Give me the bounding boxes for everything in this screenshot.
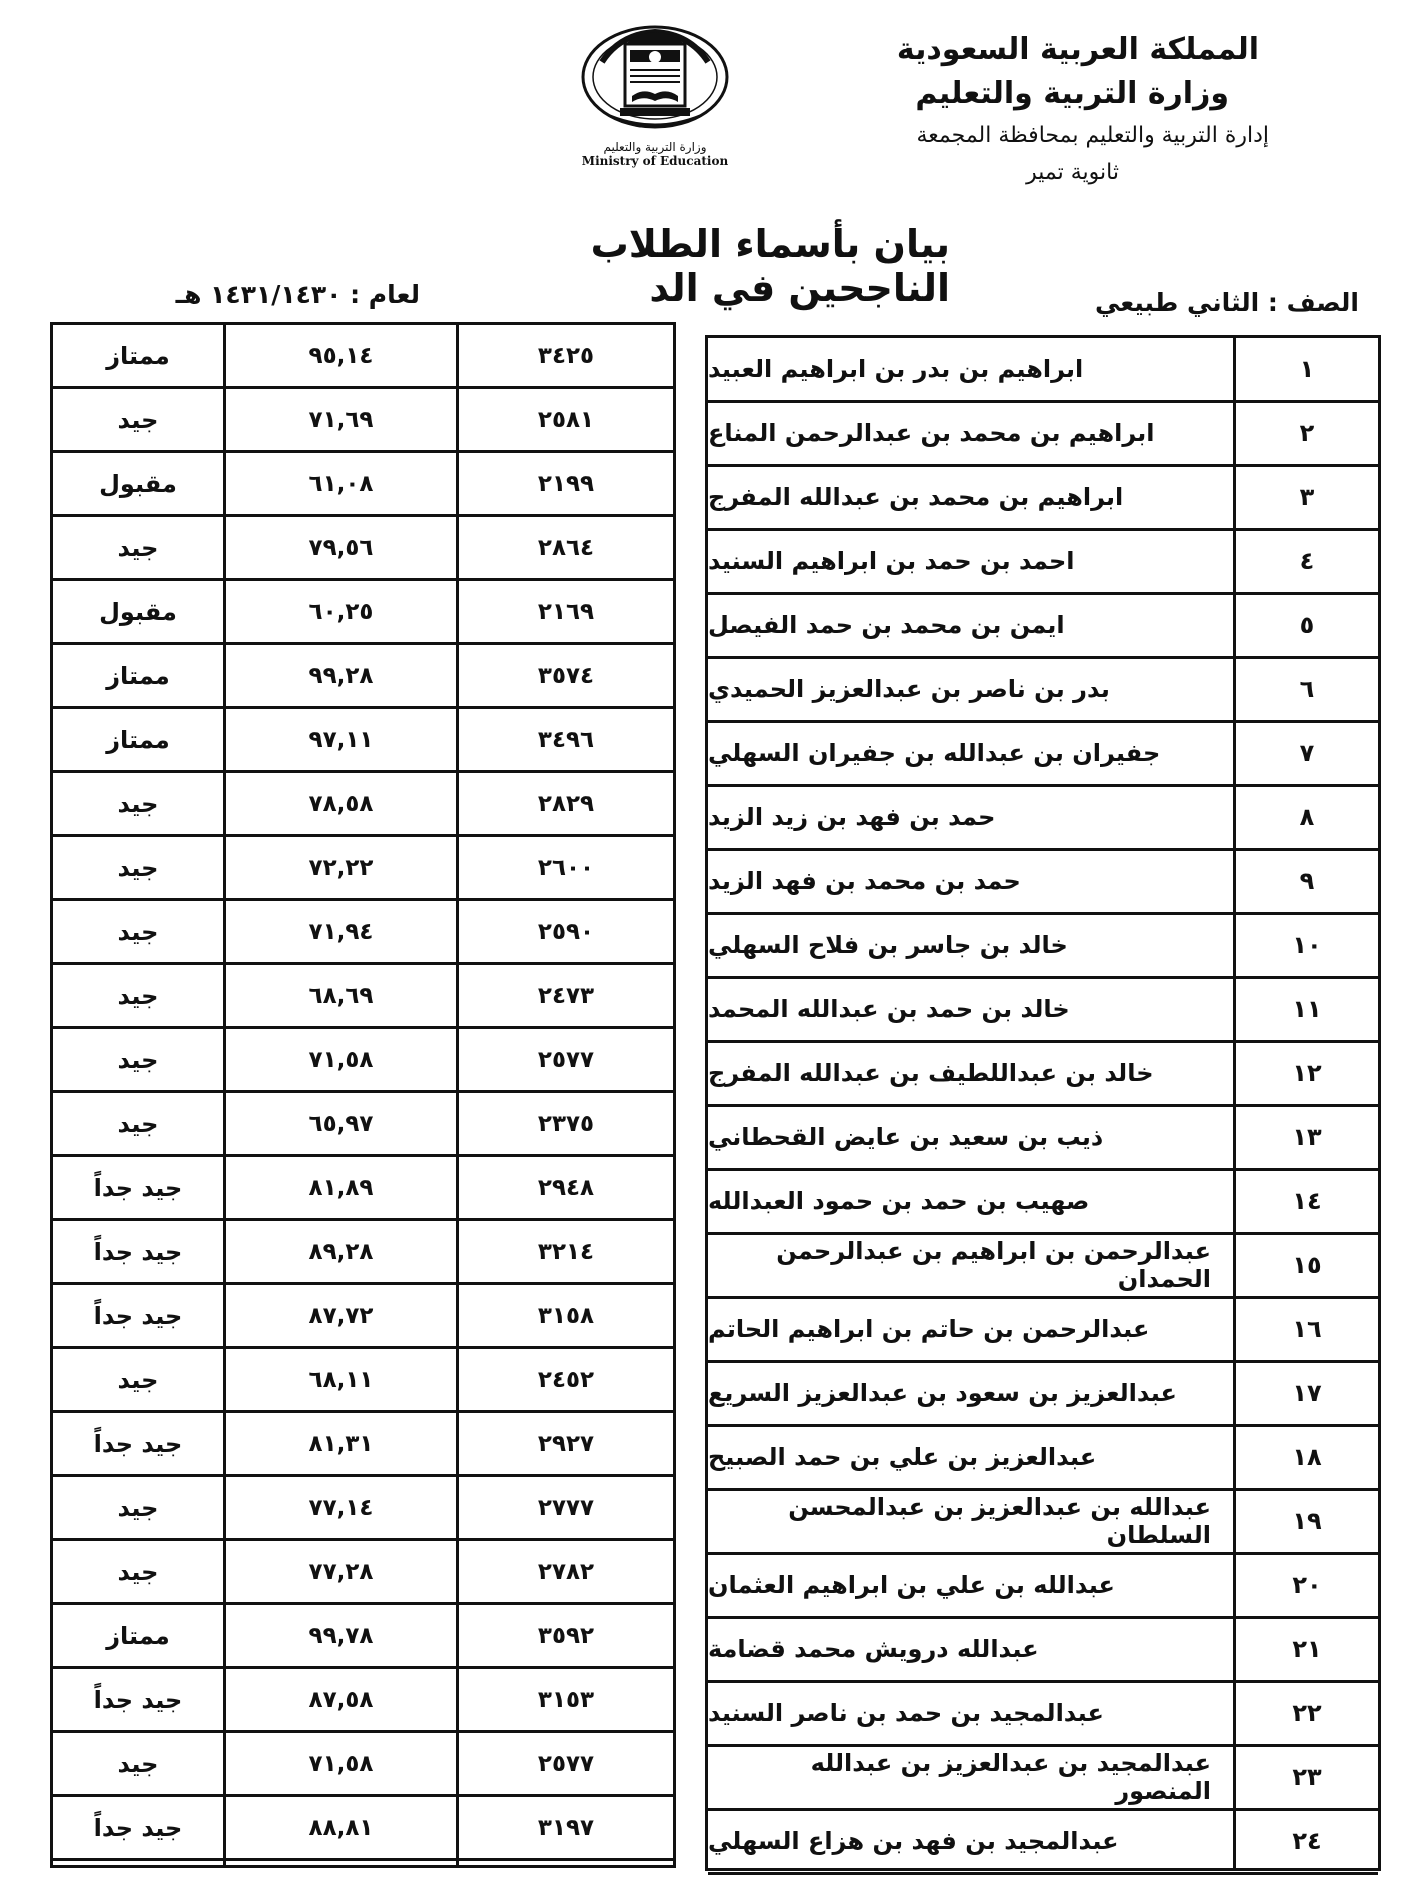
- emblem-icon: [580, 22, 730, 140]
- serial-number-cell: ٢١: [1292, 1635, 1322, 1663]
- total-cell: ٢٨٦٤: [537, 534, 595, 561]
- percent-cell: ٧١,٦٩: [308, 406, 374, 433]
- table-row: [708, 1746, 1378, 1811]
- table-row: [53, 901, 673, 965]
- total-cell: ٢٤٧٣: [537, 982, 595, 1009]
- grade-cell: ممتاز: [106, 341, 170, 370]
- table-row: [708, 1362, 1378, 1427]
- total-cell: ٣٢١٤: [537, 1238, 595, 1265]
- percent-cell: ٧١,٩٤: [308, 918, 374, 945]
- serial-number-cell: ١٨: [1292, 1443, 1322, 1471]
- percent-cell: ٧٧,١٤: [308, 1494, 374, 1521]
- student-name-cell: خالد بن عبداللطيف بن عبدالله المفرج: [708, 1059, 1154, 1087]
- total-cell: ٢٩٤٨: [537, 1174, 595, 1201]
- percent-cell: ٨٧,٧٢: [308, 1302, 374, 1329]
- serial-number-cell: ١٠: [1292, 931, 1322, 959]
- table-row: [53, 1605, 673, 1669]
- grade-cell: جيد جداً: [93, 1301, 183, 1330]
- percent-cell: ٨١,٣١: [308, 1430, 374, 1457]
- grade-cell: جيد جداً: [93, 1813, 183, 1842]
- total-cell: ٣١٥٣: [537, 1686, 595, 1713]
- header-block: [849, 28, 1269, 190]
- serial-number-cell: ١٤: [1292, 1187, 1322, 1215]
- grade-cell: مقبول: [99, 597, 177, 626]
- serial-number-cell: ١٥: [1292, 1251, 1322, 1279]
- students-table: [705, 335, 1381, 1871]
- header-directorate: إدارة التربية والتعليم بمحافظة المجمعة: [916, 123, 1269, 148]
- table-row: [708, 914, 1378, 979]
- table-row: [53, 1157, 673, 1221]
- student-name-cell: صهيب بن حمد بن حمود العبدالله: [708, 1187, 1090, 1215]
- student-name-cell: عبدالعزيز بن سعود بن عبدالعزيز السريع: [708, 1379, 1177, 1407]
- serial-number-cell: ٦: [1299, 675, 1315, 703]
- percent-cell: ٧١,٥٨: [308, 1046, 374, 1073]
- grade-cell: ممتاز: [106, 725, 170, 754]
- total-cell: ٣٥٧٤: [537, 662, 595, 689]
- table-row: [708, 1106, 1378, 1171]
- table-row: [53, 837, 673, 901]
- student-name-cell: ذيب بن سعيد بن عايض القحطاني: [708, 1123, 1104, 1151]
- grade-cell: ممتاز: [106, 1621, 170, 1650]
- table-row: [708, 850, 1378, 915]
- percent-cell: ٧٨,٥٨: [308, 790, 374, 817]
- student-name-cell: عبدالمجيد بن حمد بن ناصر السنيد: [708, 1699, 1104, 1727]
- total-cell: ٣٥٩٢: [537, 1622, 595, 1649]
- table-row: [53, 1541, 673, 1605]
- table-row: [708, 1426, 1378, 1491]
- student-name-cell: خالد بن حمد بن عبدالله المحمد: [708, 995, 1070, 1023]
- table-row: [708, 530, 1378, 595]
- percent-cell: ٨٨,٨١: [308, 1814, 374, 1841]
- total-cell: ٣٤٩٦: [537, 726, 595, 753]
- student-name-cell: عبدالله درويش محمد قضامة: [708, 1635, 1039, 1663]
- percent-cell: ٦١,٠٨: [308, 470, 374, 497]
- percent-cell: ٧٩,٥٦: [308, 534, 374, 561]
- grade-cell: ممتاز: [106, 661, 170, 690]
- percent-cell: ٨٧,٥٨: [308, 1686, 374, 1713]
- serial-number-cell: ٢٠: [1292, 1571, 1322, 1599]
- serial-number-cell: ١٧: [1292, 1379, 1322, 1407]
- table-row: [708, 1298, 1378, 1363]
- percent-cell: ٨٩,٢٨: [308, 1238, 374, 1265]
- percent-cell: ٧٧,٢٨: [308, 1558, 374, 1585]
- percent-cell: ٦٨,١١: [308, 1366, 374, 1393]
- grade-cell: جيد جداً: [93, 1173, 183, 1202]
- table-row: [708, 1234, 1378, 1299]
- table-row: [53, 965, 673, 1029]
- serial-number-cell: ٢٢: [1292, 1699, 1322, 1727]
- table-row: [708, 466, 1378, 531]
- table-row: [708, 978, 1378, 1043]
- total-cell: ٢٥٧٧: [537, 1046, 595, 1073]
- document-title: بيان بأسماء الطلاب الناجحين في الد: [590, 222, 950, 310]
- student-name-cell: عبدالعزيز بن علي بن حمد الصبيح: [708, 1443, 1097, 1471]
- table-row: [53, 773, 673, 837]
- table-row: [708, 1490, 1378, 1555]
- table-row: [708, 1618, 1378, 1683]
- logo-caption-arabic: وزارة التربية والتعليم: [603, 140, 707, 154]
- grade-cell: مقبول: [99, 469, 177, 498]
- percent-cell: ٩٥,١٤: [308, 342, 374, 369]
- grade-cell: جيد: [117, 1749, 159, 1778]
- percent-cell: ٦٠,٢٥: [308, 598, 374, 625]
- serial-number-cell: ١٩: [1292, 1507, 1322, 1535]
- grade-cell: جيد جداً: [93, 1237, 183, 1266]
- percent-cell: ٦٨,٦٩: [308, 982, 374, 1009]
- grade-cell: جيد: [117, 533, 159, 562]
- table-row: [53, 453, 673, 517]
- header-school: ثانوية تمير: [1026, 160, 1119, 185]
- percent-cell: ٩٩,٧٨: [308, 1622, 374, 1649]
- table-row: [708, 1042, 1378, 1107]
- student-name-cell: ابراهيم بن بدر بن ابراهيم العبيد: [708, 355, 1084, 383]
- total-cell: ٢٤٥٢: [537, 1366, 595, 1393]
- total-cell: ٢٧٧٧: [537, 1494, 595, 1521]
- table-row: [53, 1093, 673, 1157]
- table-row: [53, 1413, 673, 1477]
- percent-cell: ٨١,٨٩: [308, 1174, 374, 1201]
- student-name-cell: احمد بن حمد بن ابراهيم السنيد: [708, 547, 1075, 575]
- table-row: [53, 1733, 673, 1797]
- student-name-cell: عبدالمجيد بن فهد بن هزاع السهلي: [708, 1827, 1119, 1855]
- student-name-cell: جفيران بن عبدالله بن جفيران السهلي: [708, 739, 1161, 767]
- serial-number-cell: ١: [1299, 355, 1315, 383]
- table-row: [708, 338, 1378, 403]
- table-row: [708, 722, 1378, 787]
- student-name-cell: ايمن بن محمد بن حمد الفيصل: [708, 611, 1065, 639]
- percent-cell: ٧١,٥٨: [308, 1750, 374, 1777]
- student-name-cell: بدر بن ناصر بن عبدالعزيز الحميدي: [708, 675, 1110, 703]
- table-row: [53, 709, 673, 773]
- total-cell: ٢٩٢٧: [537, 1430, 595, 1457]
- table-row: [53, 1349, 673, 1413]
- header-kingdom: المملكة العربية السعودية: [896, 32, 1259, 67]
- serial-number-cell: ٩: [1299, 867, 1315, 895]
- table-row: [53, 1797, 673, 1861]
- header-ministry: وزارة التربية والتعليم: [915, 76, 1229, 111]
- serial-number-cell: ٤: [1299, 547, 1315, 575]
- ministry-logo: [570, 22, 740, 172]
- grade-cell: جيد: [117, 981, 159, 1010]
- total-cell: ٣١٩٧: [537, 1814, 595, 1841]
- total-cell: ٢٥٧٧: [537, 1750, 595, 1777]
- total-cell: ٢٧٨٢: [537, 1558, 595, 1585]
- total-cell: ٢٥٨١: [537, 406, 595, 433]
- table-row: [708, 1170, 1378, 1235]
- scores-table: [50, 322, 676, 1868]
- table-row: [53, 517, 673, 581]
- table-row: [53, 645, 673, 709]
- grade-cell: جيد: [117, 1365, 159, 1394]
- table-row: [708, 594, 1378, 659]
- grade-cell: جيد: [117, 789, 159, 818]
- student-name-cell: عبدالرحمن بن حاتم بن ابراهيم الحاتم: [708, 1315, 1150, 1343]
- student-name-cell: ابراهيم بن محمد بن عبدالله المفرج: [708, 483, 1124, 511]
- table-row: [53, 1221, 673, 1285]
- class-label: الصف : الثاني طبيعي: [1094, 288, 1359, 317]
- percent-cell: ٧٢,٢٢: [308, 854, 374, 881]
- logo-caption-english: Ministry of Education: [581, 154, 729, 168]
- serial-number-cell: ١٢: [1292, 1059, 1322, 1087]
- student-name-cell: حمد بن محمد بن فهد الزيد: [708, 867, 1021, 895]
- table-row: [53, 1285, 673, 1349]
- grade-cell: جيد جداً: [93, 1685, 183, 1714]
- total-cell: ٢٦٠٠: [537, 854, 595, 881]
- grade-cell: جيد: [117, 1109, 159, 1138]
- student-name-cell: عبدالمجيد بن عبدالعزيز بن عبدالله المنصور: [810, 1749, 1211, 1805]
- table-row: [708, 402, 1378, 467]
- serial-number-cell: ٢: [1299, 419, 1315, 447]
- table-row: [708, 1682, 1378, 1747]
- serial-number-cell: ٧: [1299, 739, 1315, 767]
- total-cell: ٢١٦٩: [537, 598, 595, 625]
- percent-cell: ٩٩,٢٨: [308, 662, 374, 689]
- table-row: [708, 786, 1378, 851]
- student-name-cell: خالد بن جاسر بن فلاح السهلي: [708, 931, 1068, 959]
- table-row: [53, 325, 673, 389]
- grade-cell: جيد: [117, 405, 159, 434]
- student-name-cell: عبدالله بن علي بن ابراهيم العثمان: [708, 1571, 1115, 1599]
- serial-number-cell: ٨: [1299, 803, 1315, 831]
- grade-cell: جيد: [117, 917, 159, 946]
- grade-cell: جيد: [117, 1045, 159, 1074]
- total-cell: ٢١٩٩: [537, 470, 595, 497]
- table-row: [53, 581, 673, 645]
- grade-cell: جيد: [117, 1493, 159, 1522]
- percent-cell: ٩٧,١١: [308, 726, 374, 753]
- table-row: [708, 1810, 1378, 1875]
- student-name-cell: عبدالله بن عبدالعزيز بن عبدالمحسن السلطان: [788, 1493, 1211, 1549]
- table-row: [53, 1029, 673, 1093]
- table-row: [53, 1669, 673, 1733]
- total-cell: ٣٤٢٥: [537, 342, 595, 369]
- grade-cell: جيد: [117, 853, 159, 882]
- grade-cell: جيد: [117, 1557, 159, 1586]
- serial-number-cell: ٢٤: [1292, 1827, 1322, 1855]
- total-cell: ٢٥٩٠: [537, 918, 595, 945]
- serial-number-cell: ١٦: [1292, 1315, 1322, 1343]
- total-cell: ٢٣٧٥: [537, 1110, 595, 1137]
- percent-cell: ٦٥,٩٧: [308, 1110, 374, 1137]
- serial-number-cell: ٥: [1299, 611, 1315, 639]
- serial-number-cell: ١١: [1292, 995, 1322, 1023]
- student-name-cell: حمد بن فهد بن زيد الزيد: [708, 803, 996, 831]
- student-name-cell: عبدالرحمن بن ابراهيم بن عبدالرحمن الحمدان: [776, 1237, 1211, 1293]
- table-row: [53, 1477, 673, 1541]
- table-row: [708, 1554, 1378, 1619]
- academic-year: لعام : ١٤٣١/١٤٣٠ هـ: [175, 280, 420, 309]
- student-name-cell: ابراهيم بن محمد بن عبدالرحمن المناع: [708, 419, 1155, 447]
- table-row: [53, 389, 673, 453]
- total-cell: ٣١٥٨: [537, 1302, 595, 1329]
- table-row: [708, 658, 1378, 723]
- serial-number-cell: ٢٣: [1292, 1763, 1322, 1791]
- grade-cell: جيد جداً: [93, 1429, 183, 1458]
- serial-number-cell: ٣: [1299, 483, 1315, 511]
- total-cell: ٢٨٢٩: [537, 790, 595, 817]
- serial-number-cell: ١٣: [1292, 1123, 1322, 1151]
